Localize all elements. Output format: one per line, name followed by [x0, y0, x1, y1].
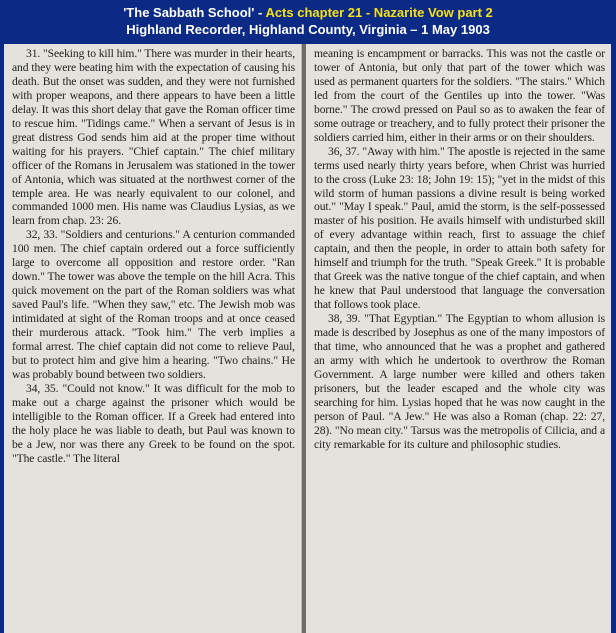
newspaper-column-left: [4, 44, 302, 633]
paragraph-verses-34-35: 34, 35. "Could not know." It was difficult for the mob to make out a charge against the prisoner which would be intelligible to the Roman officer. If a Greek had entered into the holy place he was liable to death, but Paul was known to be a Jew, nor was there any Greek to be found on the spot. "The castle." The literal: [12, 381, 295, 465]
page-header: [0, 0, 616, 44]
newspaper-column-right: [306, 44, 611, 633]
paragraph-verses-32-33: 32, 33. "Soldiers and centurions." A centurion commanded 100 men. The chief captain ordered out a force sufficiently large to overcome all opposition and restore order. "Ran down." The tower was above the temple on the hill Acra. This quick movement on the part of the Roman soldiers was what saved Paul's life. "When they saw," etc. The Jewish mob was intimidated at sight of the Roman troops and at once ceased their murderous attack. "Took him." The verb implies a formal arrest. The chief captain did not come to relieve Paul, but to protect him and give him a hearing. "Two chains." He was probably bound between two soldiers.: [12, 228, 295, 381]
header-title-line: [0, 0, 616, 21]
paragraph-verse-31: 31. "Seeking to kill him." There was murder in their hearts, and they were beating him with the expectation of causing his death. But the onset was sudden, and they were not furnished with proper weapons, and there appears to have been a little delay. It was this short delay that gave the Roman officer time to rescue him. "Tidings came." When a servant of Jesus is in great distress God sends him aid at the proper time without waiting for his prayers. "Chief captain." The chief military officer of the Romans in Jerusalem was stationed in the tower of Antonia, which was situated at the northwest corner of the temple area. He was nearly equivalent to our colonel, and commanded 1000 men. His name was Claudius Lysias, as we learn from chap. 23: 26.: [12, 47, 295, 228]
header-separator: -: [254, 5, 266, 20]
header-chapter: Acts chapter 21 - Nazarite Vow part 2: [265, 5, 493, 20]
paragraph-verses-38-39: 38, 39. "That Egyptian." The Egyptian to whom allusion is made is described by Josephus as one of the many impostors of that time, who announced that he was a prophet and gathered an army with which he undertook to overthrow the Roman Government. A large number were killed and others taken prisoners, but the leader escaped and the whole city was searching for him. Lysias hoped that he was now caught in the person of Paul. "A Jew." He was also a Roman (chap. 22: 27, 28). "No mean city." Tarsus was the metropolis of Cilicia, and a city remarkable for its culture and philosophic studies.: [314, 312, 605, 451]
paragraph-verse-35-continued: meaning is encampment or barracks. This was not the castle or tower of Antonia, but only that part of the tower which was used as permanent quarters for the soldiers. "The stairs." Which led from the court of the Gentiles up into the tower. "Was borne." The crowd pressed on Paul so as to awaken the fear of some outrage or treachery, and to fully protect their prisoner the soldiers carried him, either in their arms or on their shoulders.: [314, 47, 605, 144]
header-source: Highland Recorder, Highland County, Virginia – 1 May 1903: [126, 22, 490, 37]
paragraph-verses-36-37: 36, 37. "Away with him." The apostle is rejected in the same terms used nearly thirty years before, when Christ was hurried to the cross (Luke 23: 18; John 19: 15); "yet in the midst of this wild storm of human passions a divine result is being worked out." "May I speak." Paul, amid the storm, is the self-possessed master of his position. He avails himself with undisturbed skill of every advantage within reach, first to assuage the chief captain, and then the people, in order to attain both safety for himself and triumph for the truth. "Speak Greek." It is probable that Greek was the native tongue of the chief captain, and when he knew that Paul understood that language the conversation that follows took place.: [314, 144, 605, 312]
header-title: 'The Sabbath School': [123, 5, 255, 20]
right-frame-edge: [611, 44, 616, 633]
